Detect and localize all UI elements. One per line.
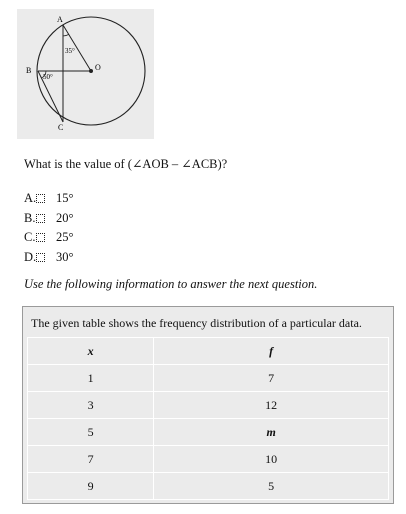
frequency-table-panel	[22, 306, 394, 504]
cell-f: m	[154, 419, 389, 446]
cell-f: 5	[154, 473, 389, 500]
option-d[interactable]	[24, 248, 74, 268]
label-o: O	[95, 63, 101, 72]
table-row	[28, 392, 389, 419]
option-c-checkbox[interactable]	[36, 233, 45, 242]
option-a-letter: A.	[24, 191, 37, 206]
cell-x: 1	[28, 365, 154, 392]
circle-diagram	[17, 9, 154, 139]
table-row	[28, 446, 389, 473]
answer-options	[24, 189, 74, 267]
label-c: C	[58, 123, 64, 132]
table-row	[28, 365, 389, 392]
question-text: What is the value of (∠AOB – ∠ACB)?	[24, 157, 228, 171]
option-b-value: 20°	[56, 210, 74, 225]
label-b: B	[26, 66, 32, 75]
option-d-value: 30°	[56, 249, 74, 264]
header-x: x	[28, 338, 154, 365]
option-a-checkbox[interactable]	[36, 194, 45, 203]
option-c-value: 25°	[56, 230, 74, 245]
cell-f: 7	[154, 365, 389, 392]
angle-arc-a	[63, 35, 69, 37]
option-b-letter: B.	[24, 210, 36, 225]
geometry-figure	[17, 9, 154, 139]
instruction-text: Use the following information to answer the next question.	[24, 277, 318, 291]
option-a[interactable]	[24, 189, 74, 209]
cell-x: 3	[28, 392, 154, 419]
header-f: f	[154, 338, 389, 365]
table-row	[28, 473, 389, 500]
label-a: A	[57, 15, 63, 24]
label-angle-top: 35°	[65, 47, 75, 55]
cell-x: 9	[28, 473, 154, 500]
frequency-table	[27, 337, 389, 500]
option-a-value: 15°	[56, 191, 74, 206]
label-angle-left: 50°	[43, 73, 53, 81]
option-c-letter: C.	[24, 230, 36, 245]
cell-f: 12	[154, 392, 389, 419]
option-b[interactable]	[24, 209, 74, 229]
center-point	[89, 69, 93, 73]
table-title: The given table shows the frequency distribution of a particular data.	[31, 316, 362, 330]
option-c[interactable]	[24, 228, 74, 248]
cell-f: 10	[154, 446, 389, 473]
option-b-checkbox[interactable]	[36, 214, 45, 223]
table-row	[28, 419, 389, 446]
cell-x: 7	[28, 446, 154, 473]
option-d-checkbox[interactable]	[36, 253, 45, 262]
option-d-letter: D.	[24, 249, 37, 264]
cell-x: 5	[28, 419, 154, 446]
table-header-row	[28, 338, 389, 365]
